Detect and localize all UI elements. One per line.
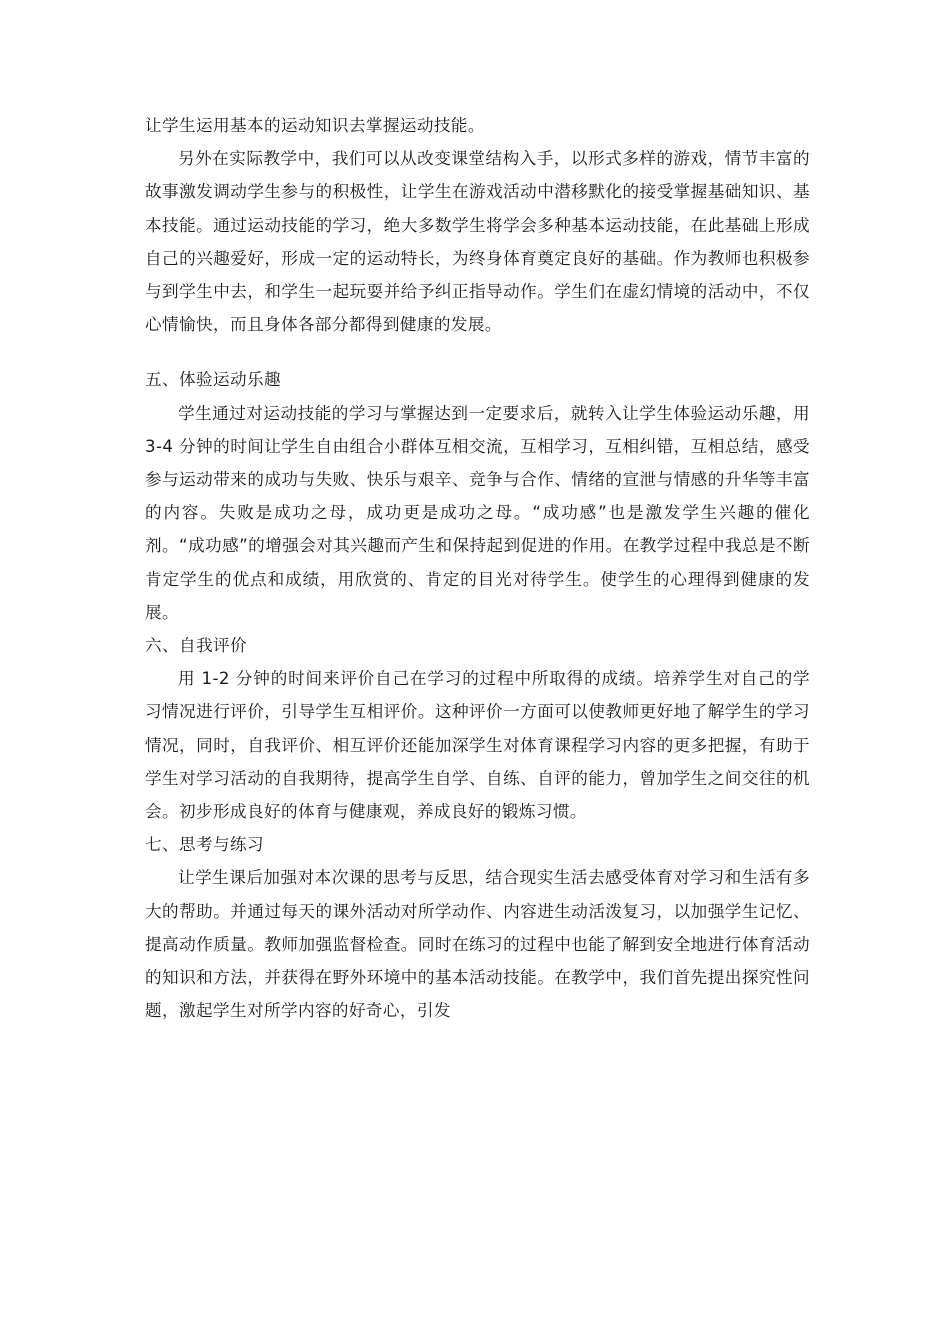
section-heading-6: 六、自我评价 — [145, 636, 247, 656]
paragraph-spacer — [145, 341, 810, 363]
paragraph-self-evaluation: 用 1-2 分钟的时间来评价自己在学习的过程中所取得的成绩。培养学生对自己的学习情况进行评价，引导学生互相评价。这种评价一方面可以使教师更好地了解学生的学习情况，同时，自我评价、相互评价还能加深学生对体育课程学习内容的更多把握，有助于学生对学习活动的自我期待，提高学生自学、自练、自评的能力，曾加学生之间交往的机会。初步形成良好的体育与健康观，养成良好的锻炼习惯。 — [145, 669, 810, 822]
paragraph-classroom-structure: 另外在实际教学中，我们可以从改变课堂结构入手，以形式多样的游戏，情节丰富的故事激发调动学生参与的积极性，让学生在游戏活动中潜移默化的接受掌握基础知识、基本技能。通过运动技能的学习，绝大多数学生将学会多种基本运动技能，在此基础上形成自己的兴趣爱好，形成一定的运动特长，为终身体育奠定良好的基础。作为教师也积极参与到学生中去，和学生一起玩耍并给予纠正指导动作。学生们在虚幻情境的活动中，不仅心情愉快，而且身体各部分都得到健康的发展。 — [145, 149, 810, 335]
paragraph-continuation: 让学生运用基本的运动知识去掌握运动技能。 — [145, 116, 485, 135]
paragraph-experience-fun: 学生通过对运动技能的学习与掌握达到一定要求后，就转入让学生体验运动乐趣，用 3-4 分钟的时间让学生自由组合小群体互相交流，互相学习，互相纠错，互相总结，感受参与运动带来的成功与失败、快乐与艰辛、竞争与合作、情绪的宣泄与情感的升华等丰富的内容。失败是成功之母，成功更是成功之母。“成功感”也是激发学生兴趣的催化剂。“成功感”的增强会对其兴趣而产生和保持起到促进的作用。在教学过程中我总是不断肯定学生的优点和成绩，用欣赏的、肯定的目光对待学生。使学生的心理得到健康的发展。 — [145, 403, 810, 622]
document-body — [145, 109, 810, 1027]
section-heading-7: 七、思考与练习 — [145, 835, 264, 855]
section-heading-5: 五、体验运动乐趣 — [145, 370, 281, 390]
paragraph-thinking-practice: 让学生课后加强对本次课的思考与反思，结合现实生活去感受体育对学习和生活有多大的帮助。并通过每天的课外活动对所学动作、内容进生动活泼复习，以加强学生记忆、提高动作质量。教师加强监督检查。同时在练习的过程中也能了解到安全地进行体育活动的知识和方法，并获得在野外环境中的基本活动技能。在教学中，我们首先提出探究性问题，激起学生对所学内容的好奇心，引发 — [145, 868, 810, 1021]
